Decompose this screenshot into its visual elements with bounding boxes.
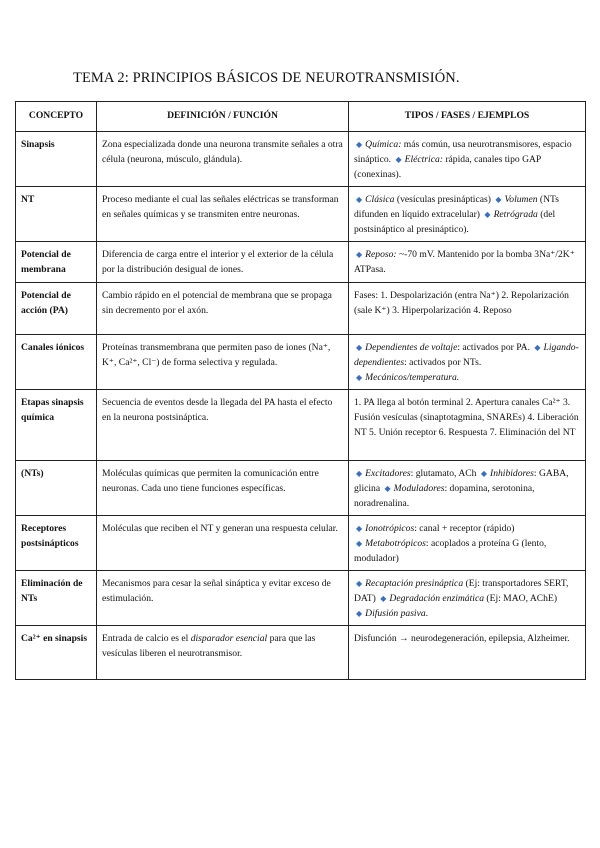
example-term: Excitadores (365, 468, 411, 479)
examples-cell (349, 626, 586, 680)
diamond-bullet-icon: ◆ (356, 373, 363, 382)
table-row (16, 571, 586, 626)
header-tipos: TIPOS / FASES / EJEMPLOS (349, 102, 586, 132)
definition-cell: Moléculas que reciben el NT y generan una respuesta celular. (97, 516, 349, 571)
example-text: : dopamina, serotonina, noradrenalina. (354, 483, 535, 509)
definition-cell: Proceso mediante el cual las señales eléctricas se transforman en señales químicas y se transmiten entre neuronas. (97, 187, 349, 242)
definition-cell: Proteínas transmembrana que permiten paso de iones (Na⁺, K⁺, Ca²⁺, Cl⁻) de forma selectiva y regulada. (97, 335, 349, 390)
concept-cell: Ca²⁺ en sinapsis (16, 626, 97, 680)
example-term: Volumen (504, 194, 538, 205)
example-term: Reposo: (365, 249, 397, 260)
example-text: (Ej: MAO, AChE) (484, 593, 558, 604)
diamond-bullet-icon: ◆ (356, 140, 363, 149)
example-text: (Ej: transportadores SERT, DAT) (354, 578, 569, 604)
definition-cell: Diferencia de carga entre el interior y el exterior de la célula por la distribución desigual de iones. (97, 242, 349, 283)
example-text: 1. PA llega al botón terminal 2. Apertura canales Ca²⁺ 3. Fusión vesículas (sinaptotagmina, SNAREs) 4. Liberación NT 5. Unión receptor 6. Respuesta 7. Eliminación del NT (354, 397, 579, 438)
header-definicion: DEFINICIÓN / FUNCIÓN (97, 102, 349, 132)
table-row (16, 335, 586, 390)
examples-cell (349, 187, 586, 242)
example-text: rápida, canales tipo GAP (conexinas). (354, 154, 541, 180)
example-text: : acoplados a proteína G (lento, modulador) (354, 538, 547, 564)
example-text: : activados por NTs. (404, 357, 482, 368)
example-term: Inhibidores (490, 468, 534, 479)
diamond-bullet-icon: ◆ (356, 539, 363, 548)
table-row (16, 132, 586, 187)
table-row (16, 461, 586, 516)
examples-cell (349, 335, 586, 390)
diamond-bullet-icon: ◆ (356, 524, 363, 533)
concept-cell: Receptores postsinápticos (16, 516, 97, 571)
example-term: Recaptación presináptica (365, 578, 464, 589)
concept-cell: Potencial de acción (PA) (16, 283, 97, 335)
examples-cell (349, 283, 586, 335)
example-text: : glutamato, ACh (410, 468, 479, 479)
example-term: Clásica (365, 194, 395, 205)
diamond-bullet-icon: ◆ (356, 195, 363, 204)
example-text: (del postsináptico al presináptico). (354, 209, 556, 235)
diamond-bullet-icon: ◆ (356, 343, 363, 352)
example-text: ~-70 mV. Mantenido por la bomba 3Na⁺/2K⁺ ATPasa. (354, 249, 575, 275)
example-text: Disfunción → neurodegeneración, epilepsia, Alzheimer. (354, 633, 570, 644)
diamond-bullet-icon: ◆ (356, 609, 363, 618)
example-term: Retrógrada (493, 209, 538, 220)
example-text: : canal + receptor (rápido) (414, 523, 515, 534)
examples-cell (349, 516, 586, 571)
example-term: Degradación enzimática (389, 593, 484, 604)
diamond-bullet-icon: ◆ (384, 484, 391, 493)
example-term: Dependientes de voltaje (365, 342, 458, 353)
example-term: Eléctrica: (404, 154, 443, 165)
diamond-bullet-icon: ◆ (484, 210, 491, 219)
table-row (16, 187, 586, 242)
table-row (16, 516, 586, 571)
table-row (16, 390, 586, 461)
diamond-bullet-icon: ◆ (356, 579, 363, 588)
definition-cell: Mecanismos para cesar la señal sináptica y evitar exceso de estimulación. (97, 571, 349, 626)
table-row (16, 283, 586, 335)
example-text: : activados por PA. (457, 342, 533, 353)
diamond-bullet-icon: ◆ (480, 469, 488, 478)
concept-cell: Potencial de membrana (16, 242, 97, 283)
table-row (16, 626, 586, 680)
concept-cell: (NTs) (16, 461, 97, 516)
example-term: Ligando-dependientes (354, 342, 579, 368)
example-text: más común, usa neurotransmisores, espacio sináptico. (354, 139, 572, 165)
concept-cell: Eliminación de NTs (16, 571, 97, 626)
diamond-bullet-icon: ◆ (534, 343, 541, 352)
examples-cell (349, 390, 586, 461)
example-text: : GABA, glicina (354, 468, 569, 494)
diamond-bullet-icon: ◆ (380, 594, 387, 603)
concept-cell: Canales iónicos (16, 335, 97, 390)
example-term: Mecánicos/temperatura. (365, 372, 460, 383)
example-term: Metabotrópicos (365, 538, 426, 549)
definition-cell: Zona especializada donde una neurona transmite señales a otra célula (neurona, músculo, glándula). (97, 132, 349, 187)
examples-cell (349, 242, 586, 283)
example-term: Química: (365, 139, 402, 150)
definition-text: para que las vesículas liberen el neurotransmisor. (102, 633, 316, 659)
example-text: . (425, 608, 429, 619)
definition-cell: Cambio rápido en el potencial de membrana que se propaga sin decremento por el axón. (97, 283, 349, 335)
example-text: (NTs difunden en líquido extracelular) (354, 194, 559, 220)
table-header-row (16, 102, 586, 132)
example-term: Difusión pasiva (365, 608, 426, 619)
examples-cell (349, 571, 586, 626)
example-text: (vesículas presinápticas) (394, 194, 494, 205)
example-term: Moduladores (393, 483, 445, 494)
diamond-bullet-icon: ◆ (495, 195, 502, 204)
definition-cell: Moléculas químicas que permiten la comunicación entre neuronas. Cada uno tiene funciones específicas. (97, 461, 349, 516)
examples-cell (349, 132, 586, 187)
concept-cell: Etapas sinapsis química (16, 390, 97, 461)
definition-cell (97, 626, 349, 680)
header-concepto: CONCEPTO (16, 102, 97, 132)
page-title: TEMA 2: PRINCIPIOS BÁSICOS DE NEUROTRANSMISIÓN. (73, 70, 460, 86)
definition-cell: Secuencia de eventos desde la llegada del PA hasta el efecto en la neurona postsináptica. (97, 390, 349, 461)
diamond-bullet-icon: ◆ (395, 155, 402, 164)
concept-cell: NT (16, 187, 97, 242)
diamond-bullet-icon: ◆ (356, 469, 363, 478)
table-row (16, 242, 586, 283)
definition-text: Entrada de calcio es el (102, 633, 191, 644)
example-term: Ionotrópicos (365, 523, 415, 534)
diamond-bullet-icon: ◆ (356, 250, 363, 259)
concept-cell: Sinapsis (16, 132, 97, 187)
example-text: Fases: 1. Despolarización (entra Na⁺) 2. Repolarización (sale K⁺) 3. Hiperpolarización 4. Reposo (354, 290, 569, 316)
definition-emphasis: disparador esencial (190, 633, 268, 644)
concept-table (15, 101, 586, 680)
examples-cell (349, 461, 586, 516)
